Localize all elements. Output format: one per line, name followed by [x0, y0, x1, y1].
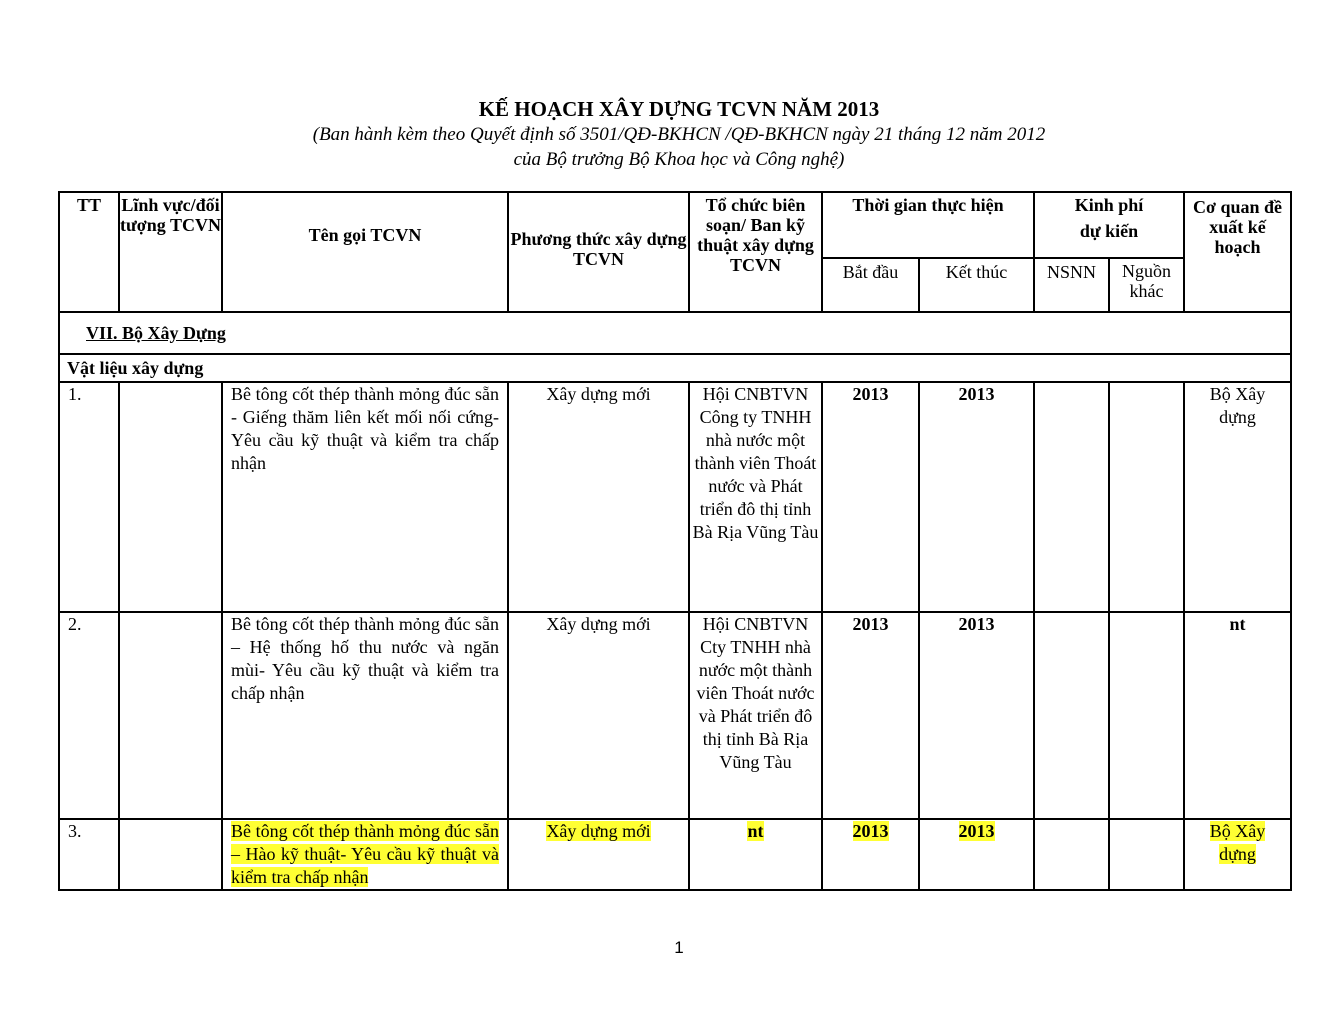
row-name: Bê tông cốt thép thành mỏng đúc sẵn - Giếng thăm liên kết mối nối cứng- Yêu cầu kỹ thuật và kiểm tra chấp nhận	[222, 382, 508, 612]
row-method: Xây dựng mới	[508, 382, 689, 612]
header-field: Lĩnh vực/đối tượng TCVN	[119, 192, 222, 312]
row-name: Bê tông cốt thép thành mỏng đúc sẵn – Hệ thống hố thu nước và ngăn mùi- Yêu cầu kỹ thuật và kiểm tra chấp nhận	[222, 612, 508, 819]
row-start	[822, 819, 919, 890]
row-end: 2013	[919, 382, 1034, 612]
row-agency	[1184, 819, 1291, 890]
header-nsnn: NSNN	[1034, 258, 1109, 312]
row-org: Hội CNBTVN Công ty TNHH nhà nước một thành viên Thoát nước và Phát triển đô thị tỉnh Bà Rịa Vũng Tàu	[689, 382, 822, 612]
header-name: Tên gọi TCVN	[222, 192, 508, 312]
row-nsnn	[1034, 382, 1109, 612]
row-start: 2013	[822, 382, 919, 612]
row-start-highlight: 2013	[852, 821, 889, 841]
header-budget-line1: Kinh phí	[1074, 195, 1144, 215]
row-org-highlight: nt	[747, 821, 764, 841]
table-row	[59, 612, 1291, 819]
section-row	[59, 312, 1291, 354]
group-row: Vật liệu xây dựng	[59, 354, 1291, 382]
header-time: Thời gian thực hiện	[822, 192, 1034, 258]
row-end-highlight: 2013	[958, 821, 995, 841]
header-other: Nguồn khác	[1109, 258, 1184, 312]
header-budget-line2: dự kiến	[1079, 221, 1139, 241]
row-nsnn	[1034, 819, 1109, 890]
row-field	[119, 382, 222, 612]
row-method-highlight: Xây dựng mới	[546, 821, 651, 841]
row-org	[689, 819, 822, 890]
row-end: 2013	[919, 612, 1034, 819]
row-method: Xây dựng mới	[508, 612, 689, 819]
header-method: Phương thức xây dựng TCVN	[508, 192, 689, 312]
row-other	[1109, 382, 1184, 612]
plan-table	[58, 191, 1292, 891]
row-field	[119, 819, 222, 890]
header-budget	[1034, 192, 1184, 258]
row-tt: 2.	[59, 612, 119, 819]
row-tt: 3.	[59, 819, 119, 890]
row-agency: nt	[1184, 612, 1291, 819]
row-other	[1109, 612, 1184, 819]
table-row	[59, 819, 1291, 890]
header-start: Bắt đầu	[822, 258, 919, 312]
row-start: 2013	[822, 612, 919, 819]
row-other	[1109, 819, 1184, 890]
row-end	[919, 819, 1034, 890]
page-title: KẾ HOẠCH XÂY DỰNG TCVN NĂM 2013	[478, 97, 880, 121]
row-name-highlight: Bê tông cốt thép thành mỏng đúc sẵn – Hào kỹ thuật- Yêu cầu kỹ thuật và kiểm tra chấp nhận	[231, 821, 499, 887]
table-row	[59, 382, 1291, 612]
row-name	[222, 819, 508, 890]
row-agency: Bộ Xây dựng	[1184, 382, 1291, 612]
row-method	[508, 819, 689, 890]
subtitle-line-1: (Ban hành kèm theo Quyết định số 3501/QĐ-BKHCN /QĐ-BKHCN ngày 21 tháng 12 năm 2012	[312, 124, 1046, 145]
row-org: Hội CNBTVN Cty TNHH nhà nước một thành viên Thoát nước và Phát triển đô thị tỉnh Bà Rịa Vũng Tàu	[689, 612, 822, 819]
header-agency: Cơ quan đề xuất kế hoạch	[1184, 192, 1291, 312]
page-number: 1	[674, 938, 684, 957]
row-field	[119, 612, 222, 819]
row-agency-highlight: Bộ Xây dựng	[1209, 821, 1266, 864]
header-tt: TT	[59, 192, 119, 312]
row-tt: 1.	[59, 382, 119, 612]
section-title: VII. Bộ Xây Dựng	[86, 322, 226, 343]
subtitle-line-2: của Bộ trưởng Bộ Khoa học và Công nghệ)	[513, 149, 845, 170]
row-nsnn	[1034, 612, 1109, 819]
header-org: Tổ chức biên soạn/ Ban kỹ thuật xây dựng TCVN	[689, 192, 822, 312]
header-end: Kết thúc	[919, 258, 1034, 312]
